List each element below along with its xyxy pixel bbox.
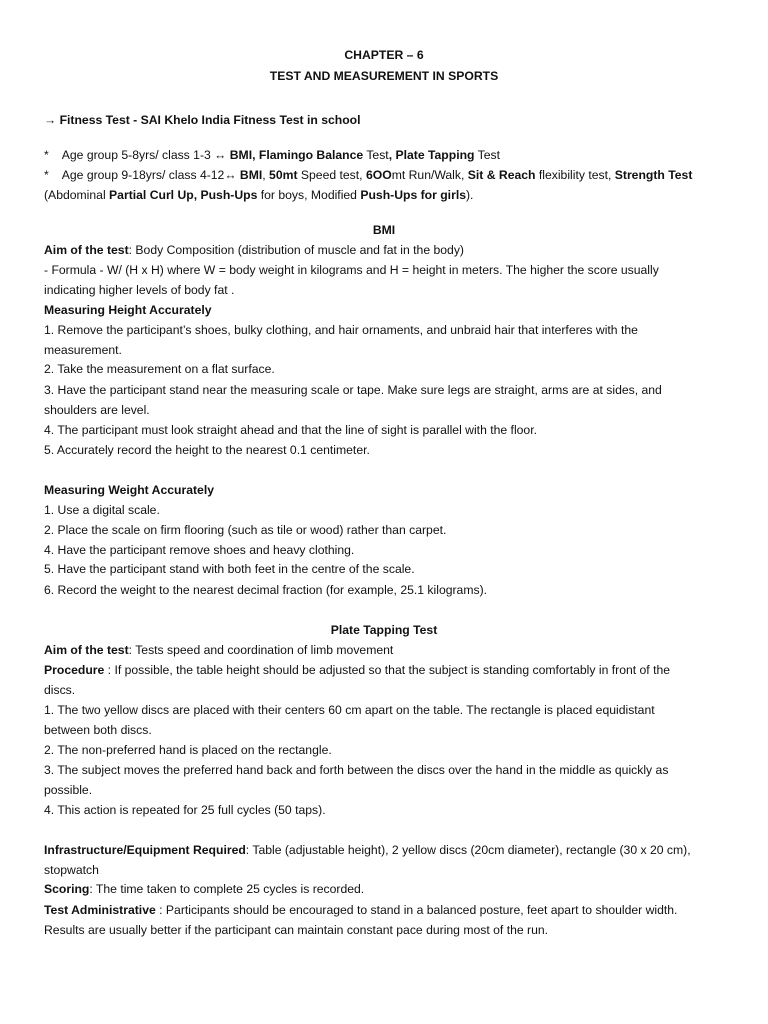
- procedure-step: 2. The non-preferred hand is placed on the rectangle.: [44, 743, 332, 757]
- height-step: 5. Accurately record the height to the nearest 0.1 centimeter.: [44, 443, 370, 457]
- age-group-2-text: Age group 9-18yrs/ class 4-12↔: [61, 168, 240, 182]
- text: ).: [465, 188, 474, 202]
- scoring: [44, 881, 364, 897]
- text: for boys, Modified: [257, 188, 361, 202]
- text: (Abdominal: [44, 188, 110, 202]
- plate-tapping-aim: [44, 642, 393, 658]
- bullet-star: *: [44, 148, 49, 162]
- procedure-cont: discs.: [44, 683, 76, 697]
- run-walk-term: 6OO: [365, 168, 392, 182]
- procedure-text: : If possible, the table height should be adjusted so that the subject is standing comfortably in front of the: [104, 663, 671, 677]
- push-ups-girls-term: Push-Ups for girls: [360, 188, 466, 202]
- sit-reach-term: Sit & Reach: [467, 168, 536, 182]
- test-word: Test: [474, 148, 501, 162]
- height-step: 2. Take the measurement on a flat surface.: [44, 362, 275, 376]
- comma: ,: [252, 148, 259, 162]
- bmi-aim: [44, 242, 464, 258]
- weight-step: 2. Place the scale on firm flooring (such as tile or wood) rather than carpet.: [44, 523, 447, 537]
- weight-step: 4. Have the participant remove shoes and heavy clothing.: [44, 543, 355, 557]
- bmi-formula-cont: indicating higher levels of body fat .: [44, 283, 235, 297]
- equipment-label: Infrastructure/Equipment Required: [44, 843, 246, 857]
- equipment-text: : Table (adjustable height), 2 yellow discs (20cm diameter), rectangle (30 x 20 cm),: [245, 843, 691, 857]
- comma: ,: [193, 188, 201, 202]
- chapter-title: TEST AND MEASUREMENT IN SPORTS: [269, 69, 499, 83]
- procedure-label: Procedure: [44, 663, 105, 677]
- speed-test-text: Speed test,: [297, 168, 366, 182]
- speed-test-term: 50mt: [269, 168, 298, 182]
- height-step: 1. Remove the participant’s shoes, bulky clothing, and hair ornaments, and unbraid hair that interferes with the: [44, 323, 638, 337]
- run-walk-text: mt Run/Walk,: [391, 168, 468, 182]
- equipment-cont: stopwatch: [44, 863, 99, 877]
- test-administrative-cont: Results are usually better if the participant can maintain constant pace during most of the run.: [44, 923, 549, 937]
- flamingo-balance-term: Flamingo Balance: [258, 148, 364, 162]
- partial-curl-up-term: Partial Curl Up: [109, 188, 194, 202]
- height-step: 3. Have the participant stand near the measuring scale or tape. Make sure legs are straight, arms are at sides, and: [44, 383, 662, 397]
- fitness-test-heading: [44, 112, 360, 128]
- chapter-number: CHAPTER – 6: [344, 48, 424, 62]
- arrow-right-icon: →: [44, 113, 57, 127]
- bmi-formula: - Formula - W/ (H x H) where W = body weight in kilograms and H = height in meters. The higher the score usually: [44, 263, 659, 277]
- bmi-heading: BMI: [372, 223, 396, 237]
- scoring-label: Scoring: [44, 882, 90, 896]
- scoring-text: : The time taken to complete 25 cycles is recorded.: [89, 882, 365, 896]
- admin-text: : Participants should be encouraged to stand in a balanced posture, feet apart to shoulder width.: [155, 903, 678, 917]
- strength-test-details: [44, 187, 473, 203]
- weight-step: 5. Have the participant stand with both feet in the centre of the scale.: [44, 562, 415, 576]
- weight-step: 1. Use a digital scale.: [44, 503, 160, 517]
- procedure-step: 1. The two yellow discs are placed with their centers 60 cm apart on the table. The rectangle is placed equidistant: [44, 703, 655, 717]
- bullet-star: *: [44, 168, 49, 182]
- weight-heading: Measuring Weight Accurately: [44, 483, 214, 497]
- equipment: [44, 842, 691, 858]
- height-heading: Measuring Height Accurately: [44, 303, 212, 317]
- strength-test-term: Strength Test: [614, 168, 693, 182]
- plate-tapping-term: , Plate Tapping: [388, 148, 475, 162]
- procedure: [44, 662, 670, 678]
- aim-label: Aim of the test: [44, 643, 129, 657]
- height-step: 4. The participant must look straight ahead and that the line of sight is parallel with the floor.: [44, 423, 537, 437]
- test-word: Test: [363, 148, 389, 162]
- procedure-step: 3. The subject moves the preferred hand back and forth between the discs over the hand in the middle as quickly as: [44, 763, 669, 777]
- procedure-step: possible.: [44, 783, 93, 797]
- weight-step: 6. Record the weight to the nearest decimal fraction (for example, 25.1 kilograms).: [44, 583, 488, 597]
- admin-label: Test Administrative: [44, 903, 156, 917]
- aim-text: : Body Composition (distribution of muscle and fat in the body): [128, 243, 464, 257]
- comma: ,: [262, 168, 270, 182]
- bmi-term: BMI: [239, 168, 263, 182]
- height-step: shoulders are level.: [44, 403, 150, 417]
- flexibility-text: flexibility test,: [535, 168, 615, 182]
- aim-label: Aim of the test: [44, 243, 129, 257]
- aim-text: : Tests speed and coordination of limb movement: [128, 643, 394, 657]
- age-group-1: [44, 147, 500, 163]
- age-group-1-text: Age group 5-8yrs/ class 1-3 ↔: [61, 148, 230, 162]
- height-step: measurement.: [44, 343, 122, 357]
- procedure-step: 4. This action is repeated for 25 full cycles (50 taps).: [44, 803, 326, 817]
- procedure-step: between both discs.: [44, 723, 152, 737]
- plate-tapping-heading: Plate Tapping Test: [330, 623, 438, 637]
- test-administrative: [44, 902, 677, 918]
- bmi-term: BMI: [229, 148, 253, 162]
- push-ups-term: Push-Ups: [200, 188, 258, 202]
- age-group-2: [44, 167, 692, 183]
- fitness-test-heading-text: Fitness Test - SAI Khelo India Fitness Test in school: [59, 113, 361, 127]
